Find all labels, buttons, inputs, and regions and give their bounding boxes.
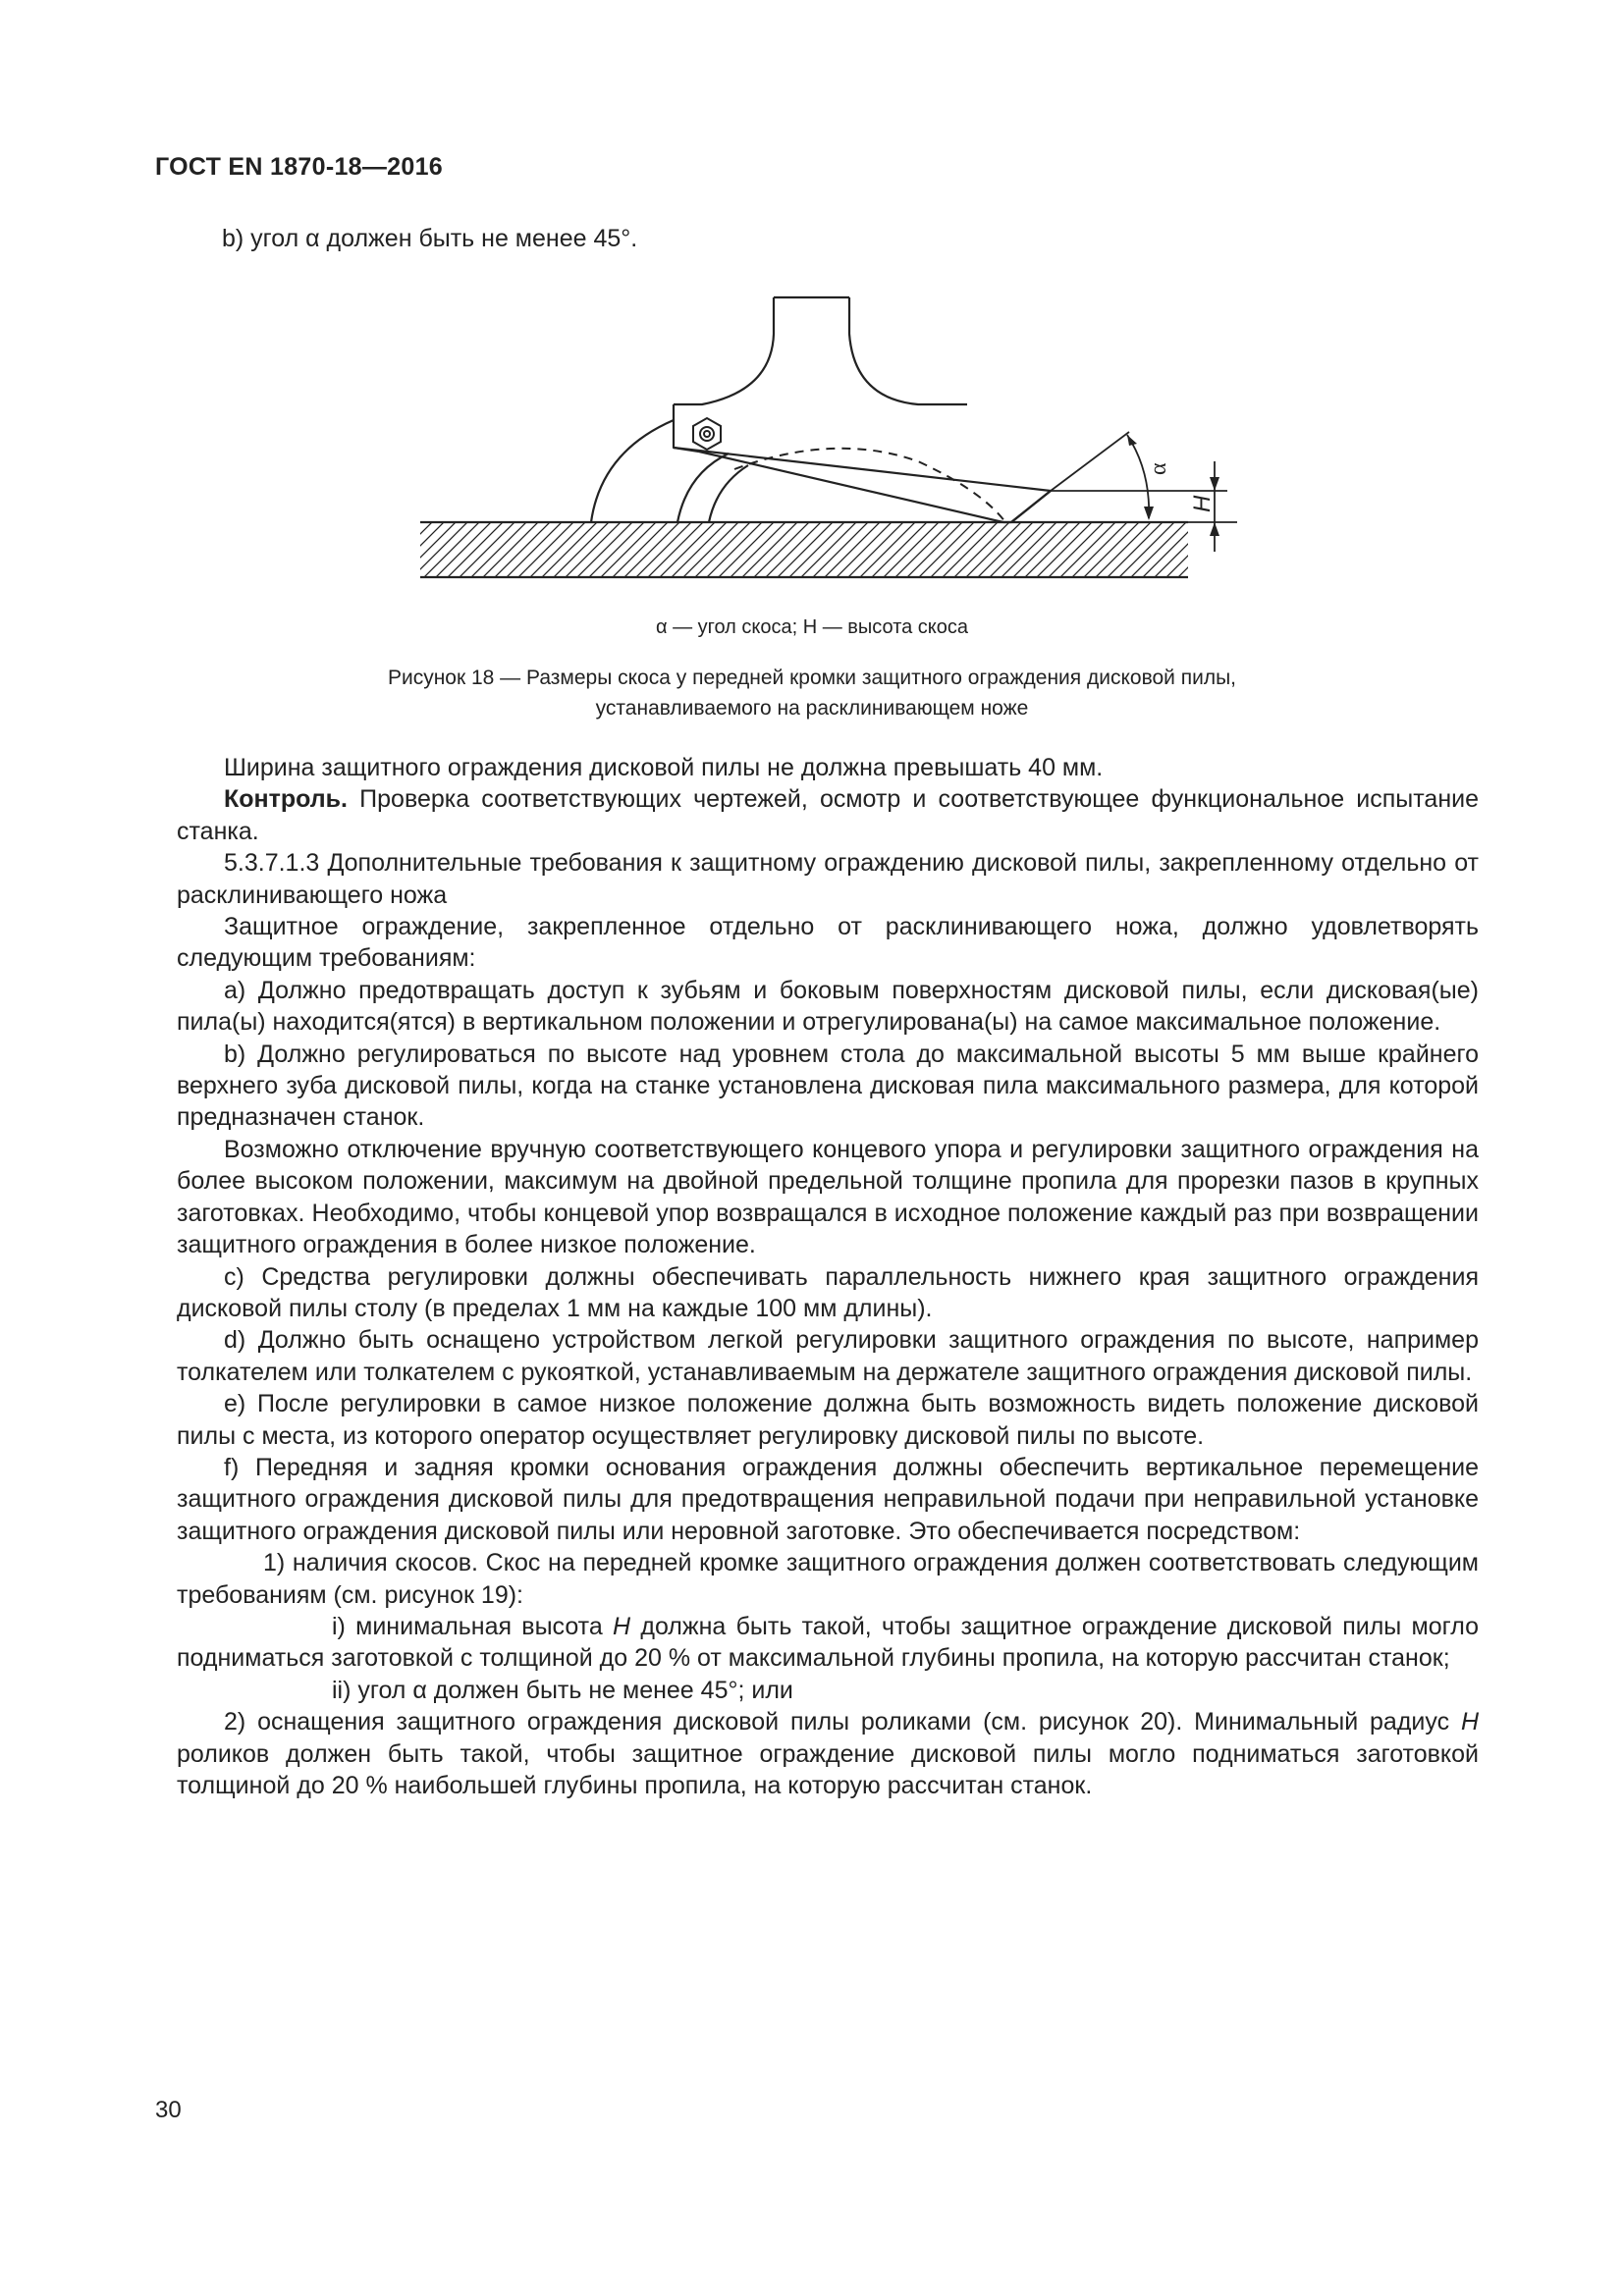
nut-icon xyxy=(693,418,721,450)
text-span: должна быть такой, чтобы защитное ограждение дисковой пилы могло подниматься заготовкой с толщиной до 20 % от максимальной глубины пропила, на которую рассчитан станок; xyxy=(177,1612,1479,1673)
paragraph: Защитное ограждение, закрепленное отдельно от расклинивающего ножа, должно удовлетворять следующим требованиям: xyxy=(177,913,1479,973)
paragraph: c) Средства регулировки должны обеспечивать параллельность нижнего края защитного ограждения дисковой пилы столу (в пределах 1 мм на каждые 100 мм длины). xyxy=(177,1262,1479,1322)
blade-guard-diagram xyxy=(393,285,1237,599)
text-span: 2) оснащения защитного ограждения дисковой пилы роликами (см. рисунок 20). Минимальный радиус xyxy=(224,1708,1461,1736)
paragraph-control xyxy=(177,783,1479,847)
alpha-label: α xyxy=(1146,462,1171,475)
riving-knife-arc-inner xyxy=(709,465,748,522)
h-symbol: H xyxy=(613,1612,631,1640)
paragraph-subitem-i xyxy=(177,1611,1479,1675)
body-text xyxy=(177,752,1479,1801)
guard-outer-arc xyxy=(591,420,674,522)
alpha-leg xyxy=(1051,432,1129,491)
riving-knife-arc-outer xyxy=(677,454,729,522)
paragraph: f) Передняя и задняя кромки основания ограждения должны обеспечить вертикальное перемещение защитного ограждения дисковой пилы для предотвращения неправильной подачи при неправильной установке защитного ограждения дисковой пилы или неровной заготовке. Это обеспечивается посредством: xyxy=(177,1453,1479,1545)
paragraph: Ширина защитного ограждения дисковой пилы не должна превышать 40 мм. xyxy=(224,754,1104,781)
caption-line-1: Рисунок 18 — Размеры скоса у передней кромки защитного ограждения дисковой пилы, xyxy=(387,667,1237,689)
holder-left-curve xyxy=(674,297,774,404)
paragraph: 1) наличия скосов. Скос на передней кромке защитного ограждения должен соответствовать следующим требованиям (см. рисунок 19): xyxy=(177,1549,1479,1609)
paragraph: b) Должно регулироваться по высоте над уровнем стола до максимальной высоты 5 мм выше крайнего верхнего зуба дисковой пилы, когда на станке установлена дисковая пила максимального размера, для которой предназначен станок. xyxy=(177,1040,1479,1132)
paragraph: 5.3.7.1.3 Дополнительные требования к защитному ограждению дисковой пилы, закрепленному отдельно от расклинивающего ножа xyxy=(177,849,1479,909)
paragraph-subitem-ii: ii) угол α должен быть не менее 45°; или xyxy=(332,1676,793,1704)
figure-legend: α — угол скоса; H — высота скоса xyxy=(655,616,969,638)
alpha-arc xyxy=(1127,435,1149,518)
paragraph: a) Должно предотвращать доступ к зубьям и боковым поверхностям дисковой пилы, если дисковая(ые) пила(ы) находится(ятся) в вертикальном положении и отрегулирована(ы) на самое максимальное положение. xyxy=(177,976,1479,1037)
h-label: H xyxy=(1189,495,1216,512)
guard-lower-edge xyxy=(699,452,1003,522)
paragraph: Возможно отключение вручную соответствующего концевого упора и регулировки защитного ограждения на более высоком положении, максимум на двойной предельной толщине пропила для прорезки пазов в крупных заготовках. Необходимо, чтобы концевой упор возвращался в исходное положение каждый раз при возвращении защитного ограждения в более низкое положение. xyxy=(177,1135,1479,1259)
control-text: Проверка соответствующих чертежей, осмотр и соответствующее функциональное испытание станка. xyxy=(177,785,1479,845)
paragraph: e) После регулировки в самое низкое положение должна быть возможность видеть положение дисковой пилы с места, из которого оператор осуществляет регулировку дисковой пилы по высоте. xyxy=(177,1390,1479,1450)
paragraph-item-2 xyxy=(177,1706,1479,1801)
guard-upper-edge xyxy=(674,404,1051,522)
document-header: ГОСТ EN 1870-18—2016 xyxy=(155,153,443,181)
text-span: i) минимальная высота xyxy=(332,1612,614,1640)
holder-right-curve xyxy=(849,297,967,404)
text-span: роликов должен быть такой, чтобы защитное ограждение дисковой пилы могло подниматься заготовкой толщиной до 20 % наибольшей глубины пропила, на которую рассчитан станок. xyxy=(177,1739,1479,1799)
page-number: 30 xyxy=(155,2097,182,2123)
figure-caption xyxy=(0,663,1624,723)
pre-figure-text: b) угол α должен быть не менее 45°. xyxy=(222,225,638,252)
paragraph: d) Должно быть оснащено устройством легкой регулировки защитного ограждения по высоте, например толкателем или толкателем с рукояткой, устанавливаемым на держателе защитного ограждения дисковой пилы. xyxy=(177,1326,1479,1386)
figure-18 xyxy=(393,285,1237,599)
h-symbol: H xyxy=(1460,1708,1479,1736)
table-hatch xyxy=(420,522,1188,577)
control-label: Контроль. xyxy=(224,785,348,814)
caption-line-2: устанавливаемого на расклинивающем ноже xyxy=(595,697,1029,720)
